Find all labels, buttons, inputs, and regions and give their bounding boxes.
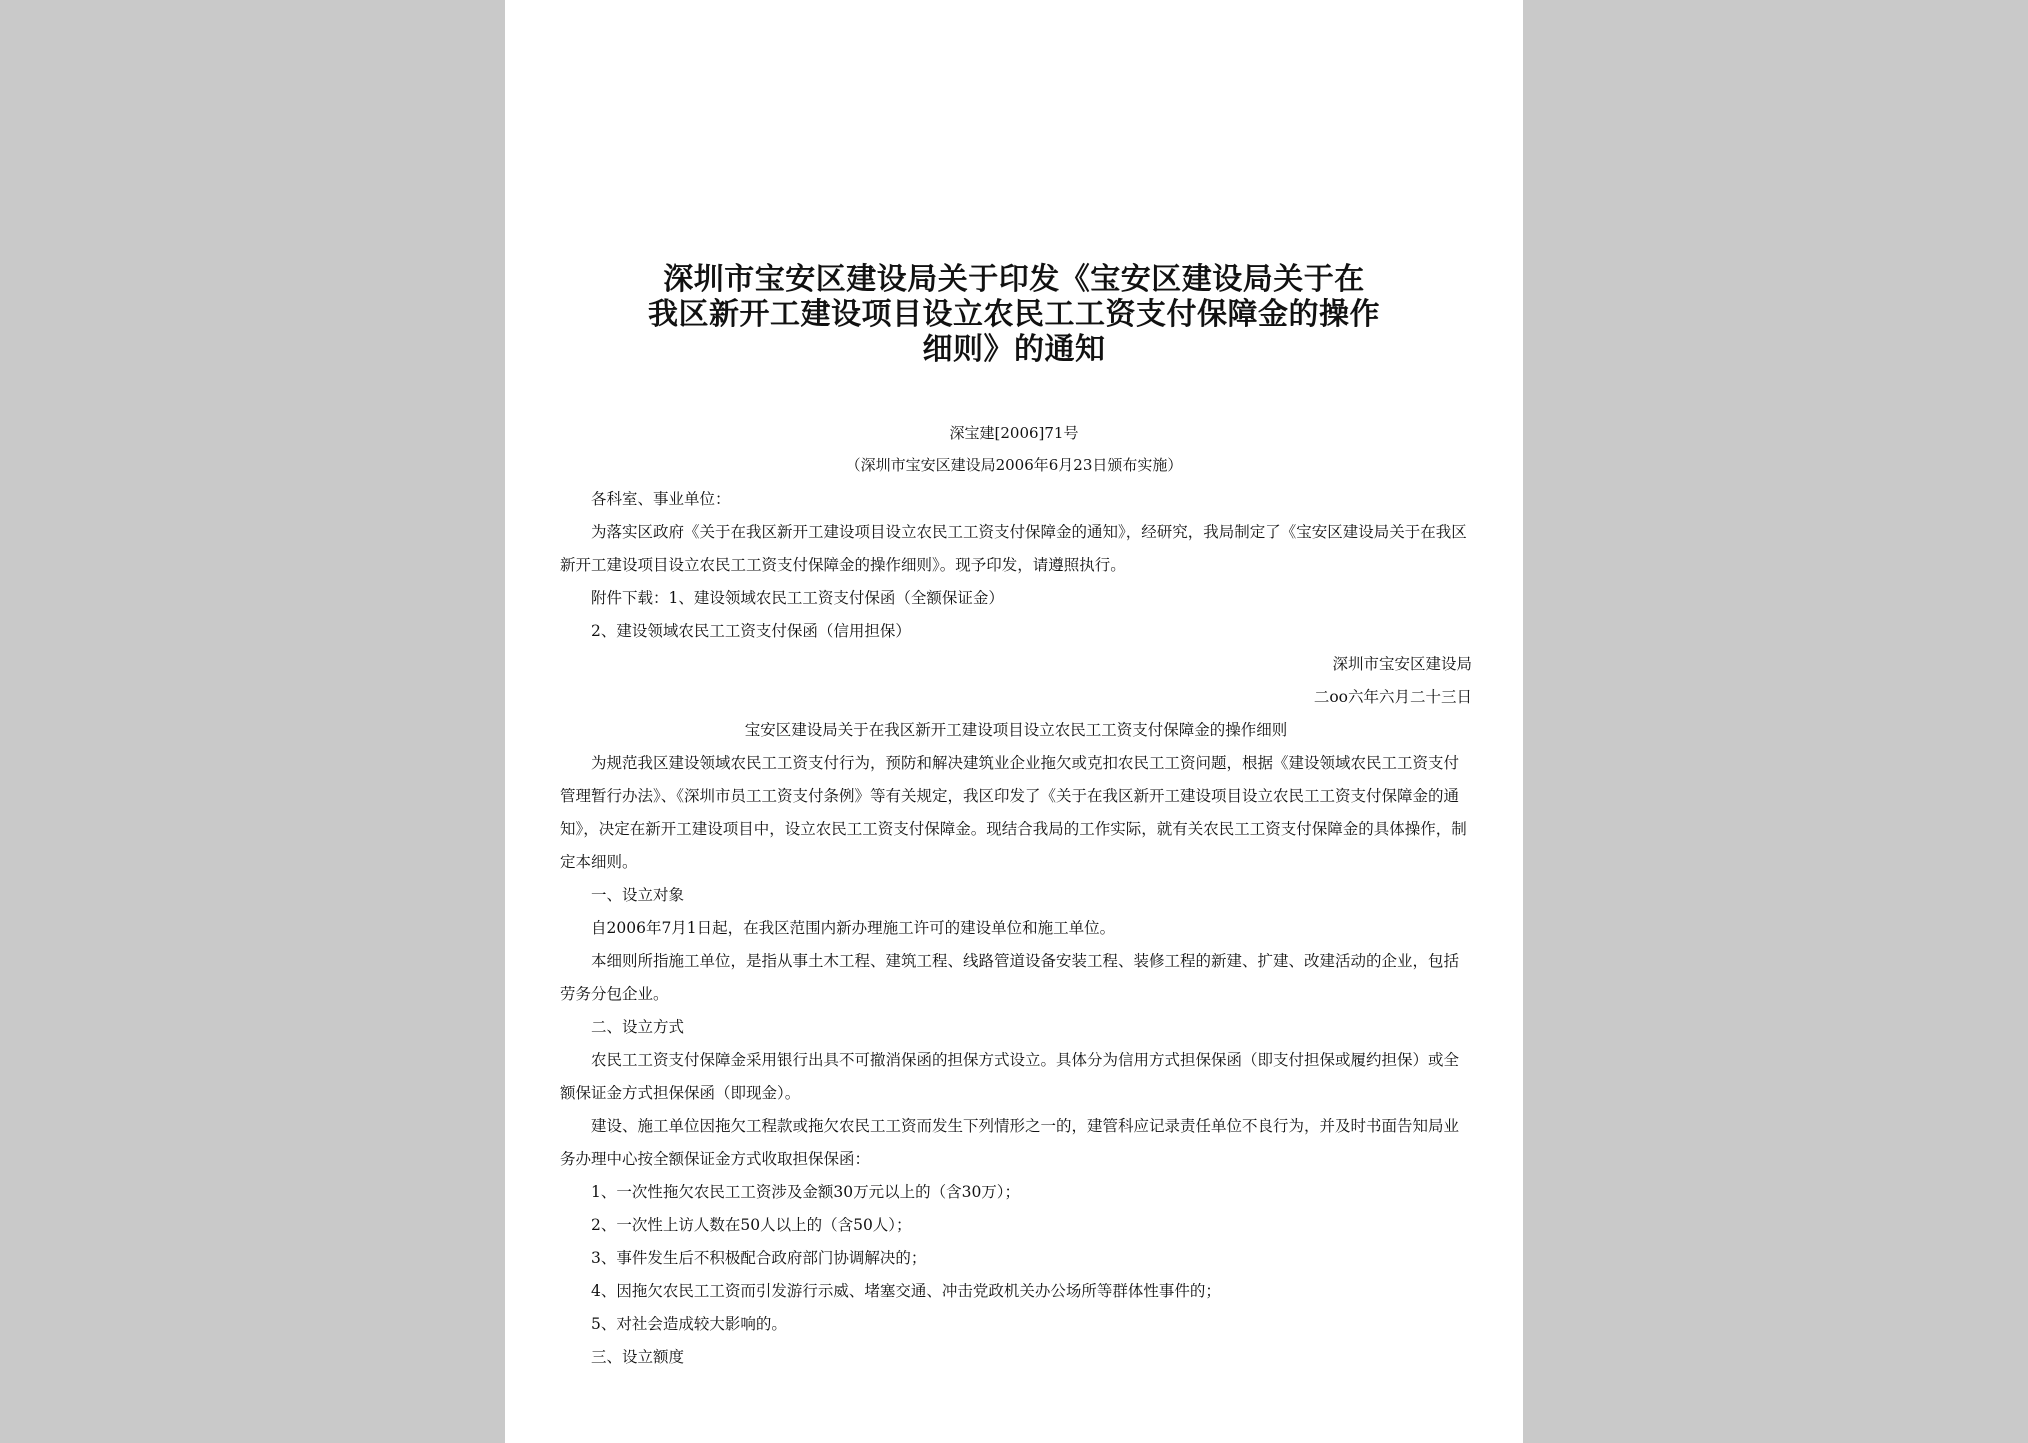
- paragraph: 自2006年7月1日起，在我区范围内新办理施工许可的建设单位和施工单位。: [591, 919, 1116, 937]
- heading: 三、设立额度: [591, 1348, 685, 1366]
- document-title: [567, 262, 1461, 367]
- attachment-line: 附件下载：1、建设领域农民工工资支付保函（全额保证金）: [591, 589, 1004, 607]
- heading: 一、设立对象: [591, 886, 685, 904]
- paragraph: 为规范我区建设领域农民工工资支付行为，预防和解决建筑业企业拖欠或克扣农民工工资问题，根据《建设领域农民工工资支付管理暂行办法》、《深圳市员工工资支付条例》等有关规定，我区印发了《关于在我区新开工建设项目设立农民工工资支付保障金的通知》，决定在新开工建设项目中，设立农民工工资支付保障金。现结合我局的工作实际，就有关农民工工资支付保障金的具体操作，制定本细则。: [560, 754, 1467, 871]
- list-item: 3、事件发生后不积极配合政府部门协调解决的；: [591, 1249, 927, 1267]
- signature-org: 深圳市宝安区建设局: [1332, 655, 1472, 673]
- list-item: 1、一次性拖欠农民工工资涉及金额30万元以上的（含30万）；: [591, 1183, 1021, 1201]
- paragraph: 为落实区政府《关于在我区新开工建设项目设立农民工工资支付保障金的通知》，经研究，我局制定了《宝安区建设局关于在我区新开工建设项目设立农民工工资支付保障金的操作细则》。现予印发，请遵照执行。: [560, 523, 1467, 574]
- document-number: 深宝建[2006]71号: [949, 424, 1079, 442]
- list-item: 2、一次性上访人数在50人以上的（含50人）；: [591, 1216, 912, 1234]
- salutation: 各科室、事业单位：: [591, 490, 731, 508]
- section-title: 宝安区建设局关于在我区新开工建设项目设立农民工工资支付保障金的操作细则: [744, 721, 1288, 739]
- paragraph: 本细则所指施工单位，是指从事土木工程、建筑工程、线路管道设备安装工程、装修工程的新建、扩建、改建活动的企业，包括劳务分包企业。: [560, 952, 1460, 1003]
- attachment-line: 2、建设领域农民工工资支付保函（信用担保）: [591, 622, 911, 640]
- document-body: [560, 483, 1472, 1374]
- document-page: [505, 0, 1523, 1443]
- title-line: 深圳市宝安区建设局关于印发《宝安区建设局关于在: [663, 262, 1365, 297]
- paragraph: 建设、施工单位因拖欠工程款或拖欠农民工工资而发生下列情形之一的，建管科应记录责任单位不良行为，并及时书面告知局业务办理中心按全额保证金方式收取担保保函：: [560, 1117, 1460, 1168]
- list-item: 5、对社会造成较大影响的。: [591, 1315, 787, 1333]
- issue-note: （深圳市宝安区建设局2006年6月23日颁布实施）: [845, 456, 1183, 474]
- paragraph: 农民工工资支付保障金采用银行出具不可撤消保函的担保方式设立。具体分为信用方式担保保函（即支付担保或履约担保）或全额保证金方式担保保函（即现金）。: [560, 1051, 1460, 1102]
- title-line: 我区新开工建设项目设立农民工工资支付保障金的操作: [648, 297, 1380, 332]
- signature-date: 二oo六年六月二十三日: [1313, 688, 1472, 706]
- heading: 二、设立方式: [591, 1018, 685, 1036]
- list-item: 4、因拖欠农民工工资而引发游行示威、堵塞交通、冲击党政机关办公场所等群体性事件的；: [591, 1282, 1221, 1300]
- title-line: 细则》的通知: [922, 332, 1106, 367]
